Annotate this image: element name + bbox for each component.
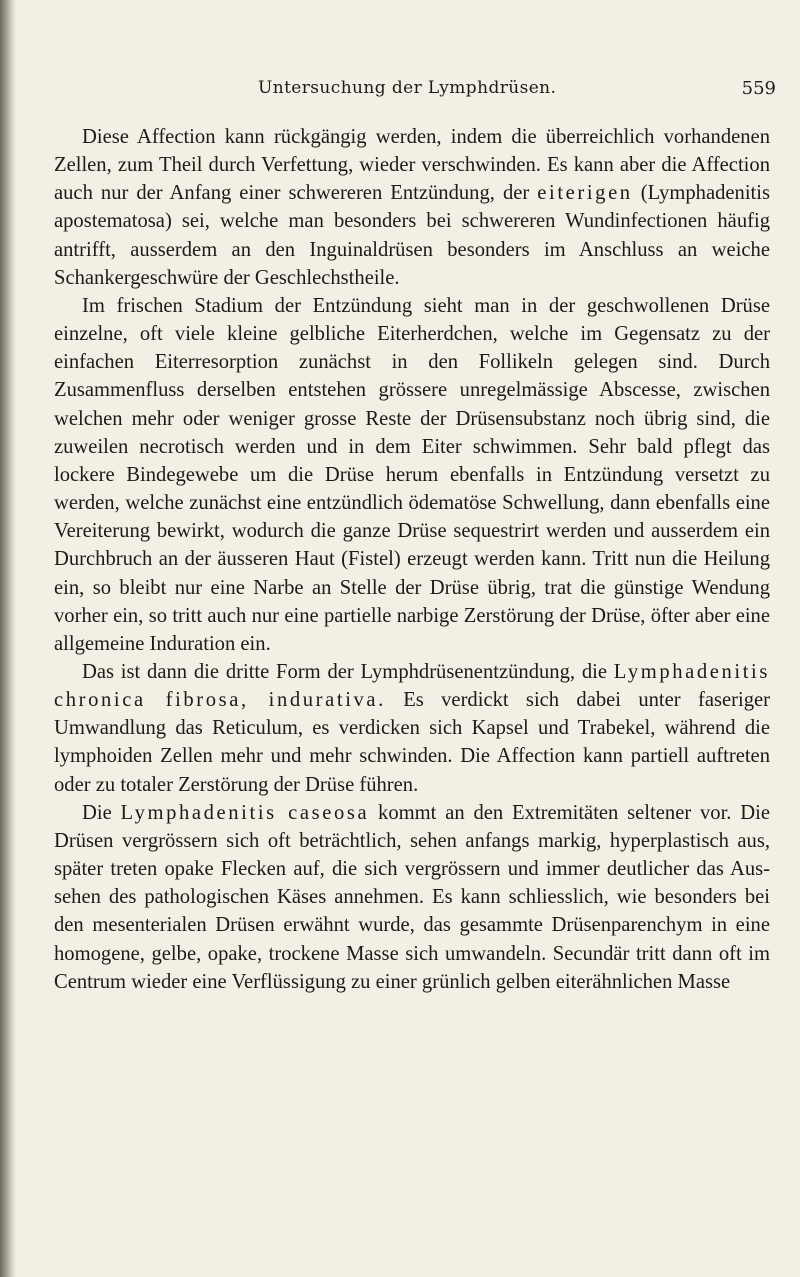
paragraph	[54, 658, 770, 799]
page-header	[60, 78, 776, 108]
body-text	[54, 123, 770, 996]
text-run: Es verdickt sich dabei unter faseriger Umwandlung das Reticulum, es verdicken sich Kapsel und Trabekel, während die lymphoiden Zellen mehr und mehr schwinden. Die Affection kann partiell auftreten oder zu totaler Zerstörung der Drüse führen.	[54, 689, 770, 796]
page-number: 559	[741, 78, 776, 99]
text-run: Die	[82, 801, 121, 824]
paragraph	[54, 123, 770, 292]
text-run: (Lymphadenitis apostematosa) sei, welche man besonders bei schwereren Wundinfectionen häufig antrifft, ausserdem an den Inguinaldrüsen besonders im Anschluss an weiche Schankergeschwüre der Geschlechstheile.	[54, 182, 770, 289]
paragraph	[54, 799, 770, 996]
emphasized-term: eiterigen	[537, 182, 633, 205]
text-run: Das ist dann die dritte Form der Lymphdrüsenentzündung, die	[82, 660, 614, 683]
paragraph	[54, 292, 770, 658]
emphasized-term: Lymphadenitis chronica fibrosa, indurativa.	[54, 660, 770, 712]
page-edge-shadow	[0, 0, 16, 1277]
text-run: Im frischen Stadium der Entzündung sieht man in der geschwollenen Drüse einzelne, oft viele kleine gelbliche Eiterherdchen, welche im Gegensatz zu der einfachen Eiterresorption zunächst in den Follikeln gelegen sind. Durch Zusammenfluss derselben entstehen grössere unregelmässige Abscesse, zwischen welchen mehr oder weniger grosse Reste der Drüsensubstanz noch übrig sind, die zuweilen necrotisch werden und in dem Eiter schwimmen. Sehr bald pflegt das lockere Bindegewebe um die Drüse herum ebenfalls in Entzündung versetzt zu werden, welche zunächst eine entzündlich ödematöse Schwellung, dann ebenfalls eine Vereiterung bewirkt, wodurch die ganze Drüse sequestrirt werden und ausserdem ein Durchbruch an der äusseren Haut (Fistel) erzeugt werden kann. Tritt nun die Heilung ein, so bleibt nur eine Narbe an Stelle der Drüse übrig, trat die günstige Wendung vorher ein, so tritt auch nur eine partielle narbige Zerstörung der Drüse, öfter aber eine allgemeine Induration ein.	[54, 294, 770, 655]
text-run: kommt an den Extremitäten seltener vor. Die Drüsen vergrössern sich oft beträchtlich, sehen anfangs markig, hyperplastisch aus, später treten opake Flecken auf, die sich vergrössern und immer deutlicher das Aussehen des pathologischen Käses annehmen. Es kann schliesslich, wie besonders bei den mesenterialen Drüsen erwähnt wurde, das gesammte Drüsenparenchym in eine homogene, gelbe, opake, trockene Masse sich umwandeln. Secundär tritt dann oft im Centrum wieder eine Verflüssigung zu einer grünlich gelben eiterähnlichen Masse	[54, 801, 770, 993]
text-run: Diese Affection kann rückgängig werden, indem die überreichlich vorhandenen Zellen, zum Theil durch Verfettung, wieder verschwinden. Es kann aber die Affection auch nur der Anfang einer schwereren Entzündung, der	[54, 126, 770, 205]
running-head: Untersuchung der Lymphdrüsen.	[258, 78, 557, 98]
emphasized-term: Lymphadenitis caseosa	[120, 801, 370, 824]
